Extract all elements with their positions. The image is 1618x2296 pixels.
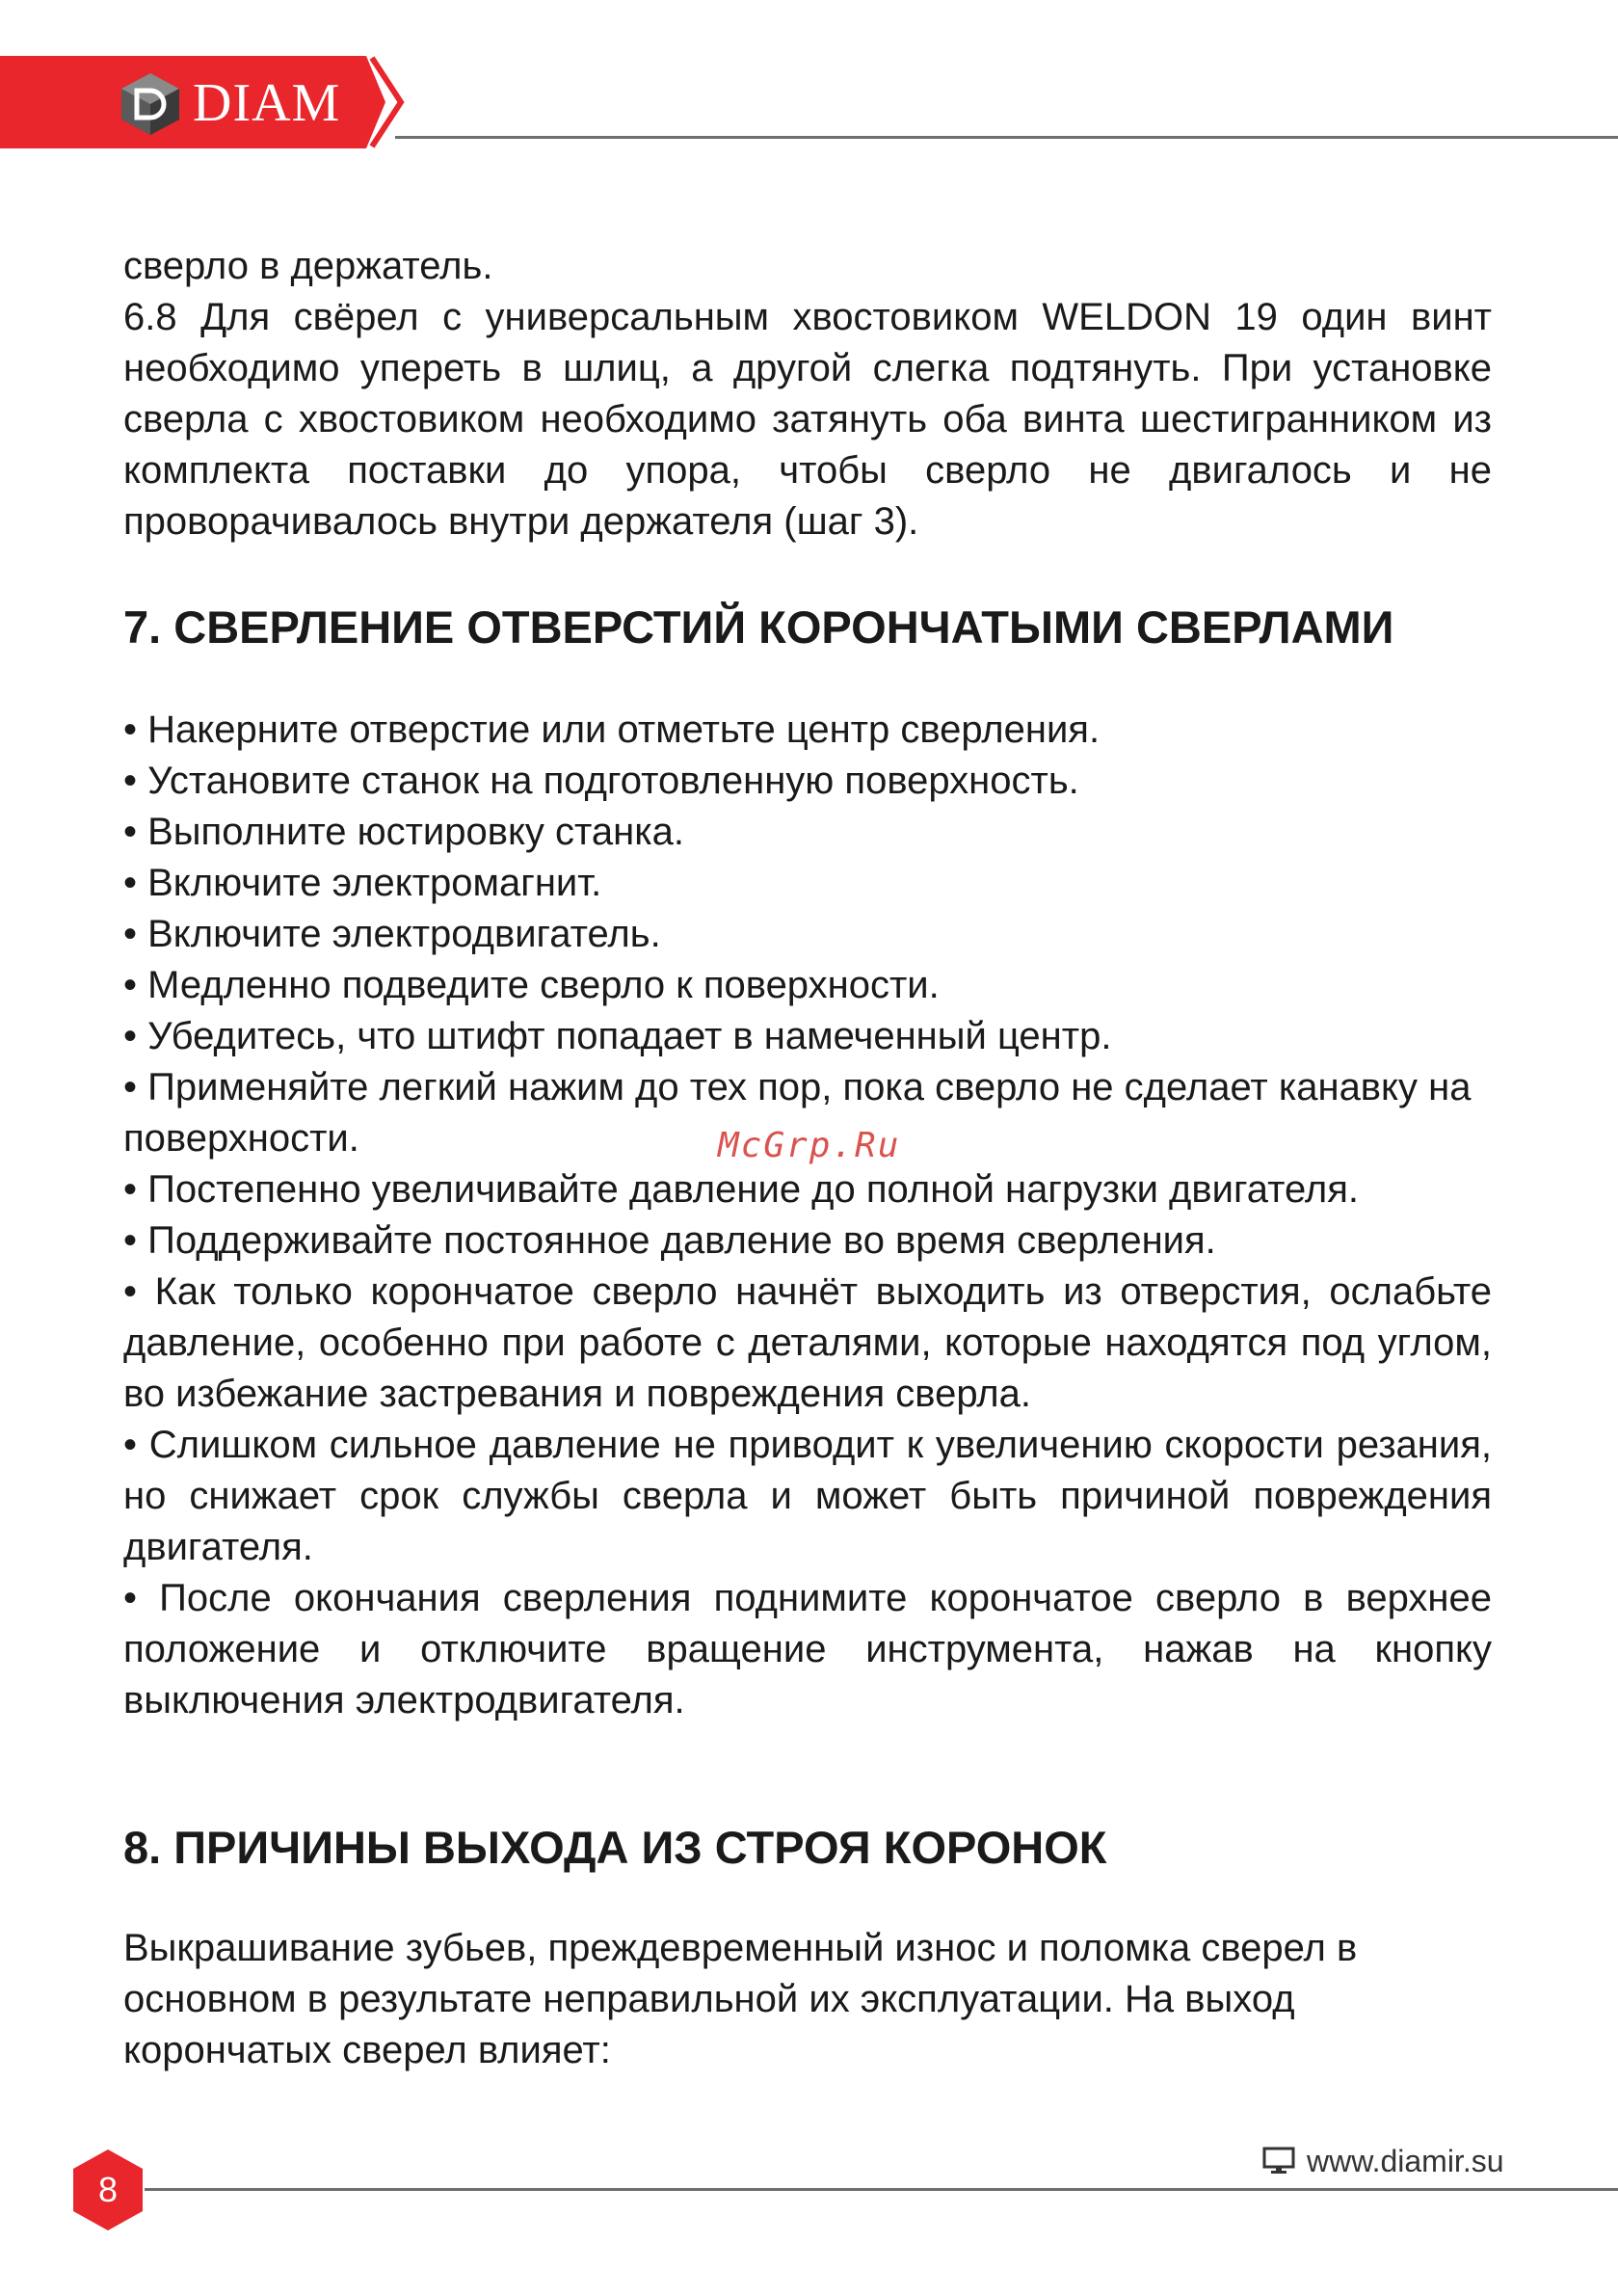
list-item: • Применяйте легкий нажим до тех пор, пока сверло не сделает канавку на поверхности. xyxy=(123,1066,1472,1160)
list-item: • После окончания сверления поднимите корончатое сверло в верхнее положение и отключите вращение инструмента, нажав на кнопку выключения электродвигателя. xyxy=(123,1577,1492,1722)
list-item: • Выполните юстировку станка. xyxy=(123,811,684,853)
list-item: • Постепенно увеличивайте давление до полной нагрузки двигателя. xyxy=(123,1168,1359,1211)
list-item: • Установите станок на подготовленную поверхность. xyxy=(123,760,1079,802)
monitor-icon xyxy=(1262,2147,1295,2176)
list-item: • Включите электромагнит. xyxy=(123,862,602,904)
header-chevron xyxy=(368,56,407,148)
list-item: • Как только корончатое сверло начнёт выходить из отверстия, ослабьте давление, особенно при работе с деталями, которые находятся под углом, во избежание застревания и повреждения сверла. xyxy=(123,1270,1492,1415)
list-item: • Слишком сильное давление не приводит к увеличению скорости резания, но снижает срок службы сверла и может быть причиной повреждения двигателя. xyxy=(123,1424,1492,1568)
footer-rule xyxy=(145,2188,1618,2191)
list-item: • Поддерживайте постоянное давление во время сверления. xyxy=(123,1219,1216,1262)
brand-name: DIAM xyxy=(193,73,341,133)
list-item: • Включите электродвигатель. xyxy=(123,913,661,955)
section-7-list xyxy=(123,705,1492,1726)
list-item: • Убедитесь, что штифт попадает в намеченный центр. xyxy=(123,1015,1112,1057)
list-item: • Медленно подведите сверло к поверхности. xyxy=(123,964,940,1006)
header-rule xyxy=(395,136,1618,139)
website-url[interactable]: www.diamir.su xyxy=(1307,2143,1504,2178)
section-7-heading: 7. СВЕРЛЕНИЕ ОТВЕРСТИЙ КОРОНЧАТЫМИ СВЕРЛАМИ xyxy=(123,601,1394,653)
diam-logo-icon xyxy=(116,69,185,139)
paragraph-6-8: 6.8 Для свёрел с универсальным хвостовиком WELDON 19 один винт необходимо упереть в шлиц, а другой слегка подтянуть. При установке сверла с хвостовиком необходимо затянуть оба винта шестигранником из комплекта поставки до упора, чтобы сверло не двигалось и не проворачивалось внутри держателя (шаг 3). xyxy=(123,296,1492,543)
list-item: • Накерните отверстие или отметьте центр сверления. xyxy=(123,708,1101,751)
website-link[interactable] xyxy=(1262,2142,1504,2180)
page-number: 8 xyxy=(97,2170,119,2209)
watermark: McGrp.Ru xyxy=(718,1126,901,1165)
intro-line: сверло в держатель. xyxy=(123,245,493,287)
section-8-text: Выкрашивание зубьев, преждевременный износ и поломка сверел в основном в результате неправильной их эксплуатации. На выход корончатых сверел влияет: xyxy=(123,1927,1358,2071)
section-8-heading: 8. ПРИЧИНЫ ВЫХОДА ИЗ СТРОЯ КОРОНОК xyxy=(123,1822,1107,1873)
